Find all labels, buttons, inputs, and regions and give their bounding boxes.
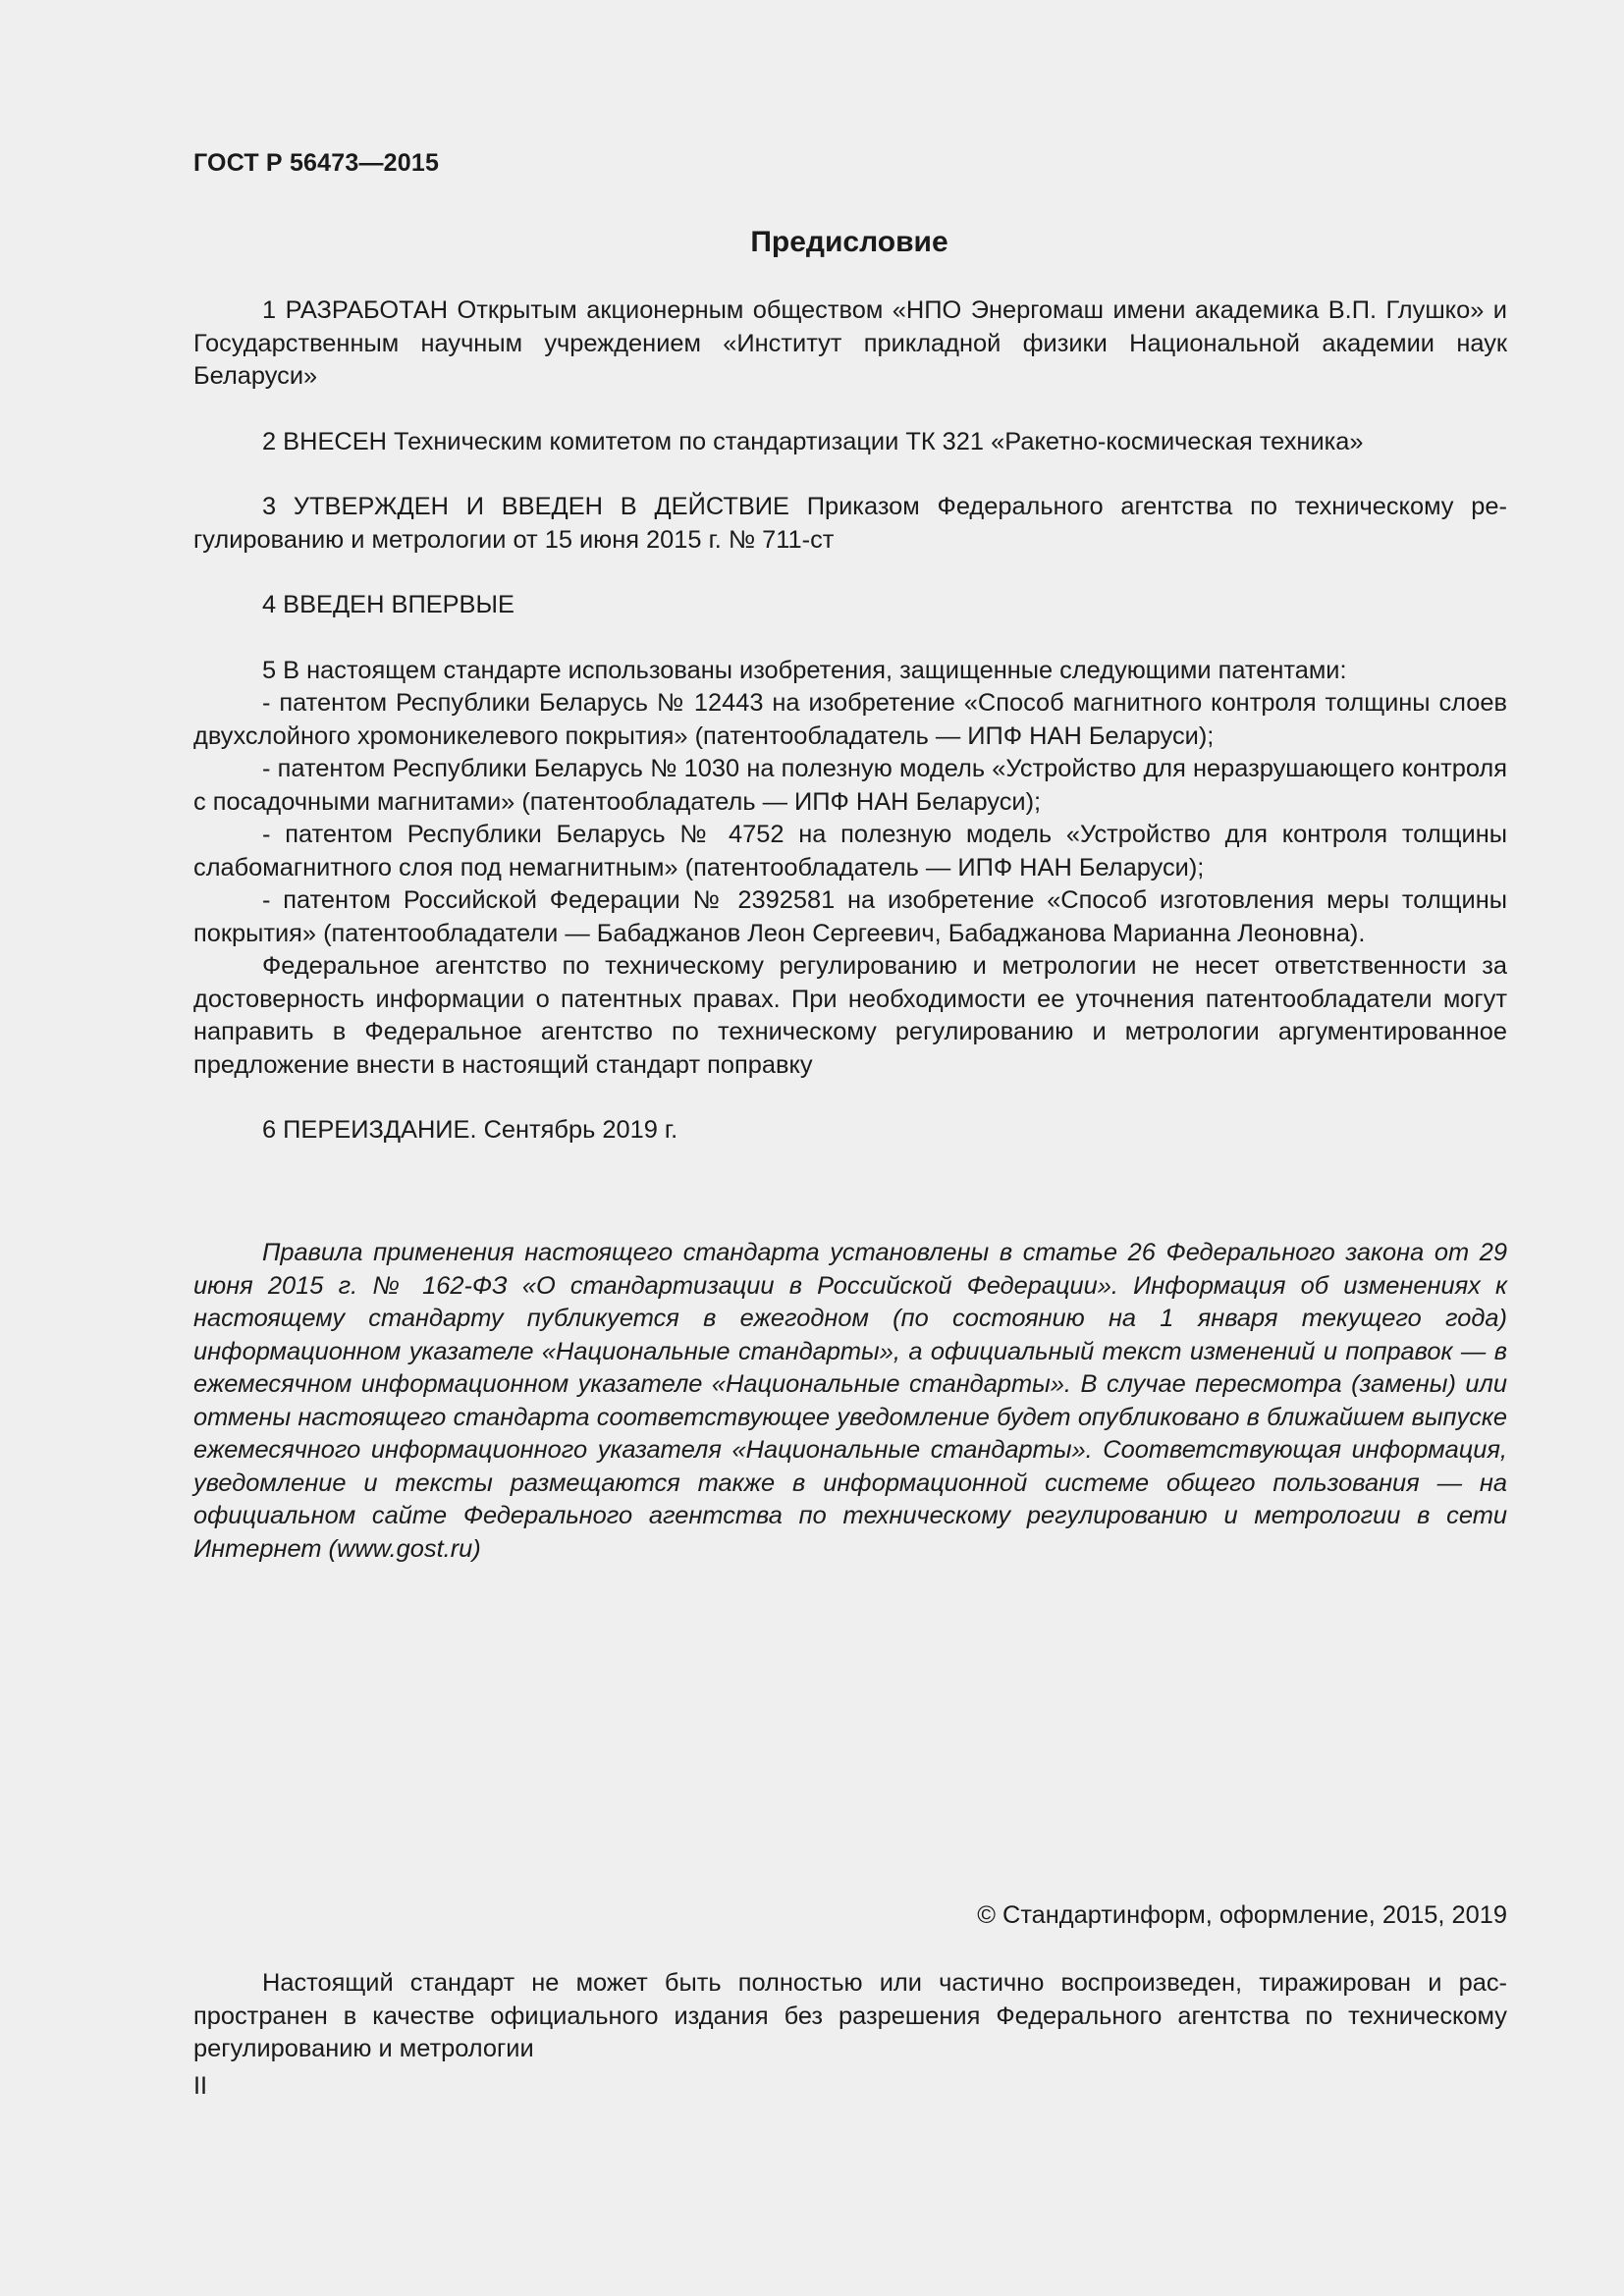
reproduction-notice — [193, 1967, 1507, 2066]
preface-item-3: 3 УТВЕРЖДЕН И ВВЕДЕН В ДЕЙСТВИЕ Приказом Федерального агентства по техническому регулированию и метрологии от 15 июня 2015 г. № 711-ст — [193, 493, 1507, 554]
copyright-line: © Стандартинформ, оформление, 2015, 2019 — [977, 1901, 1507, 1929]
patent-list-item: - патентом Республики Беларусь № 1030 на полезную модель «Устройство для неразрушающего контроля с посадочными магнитами» (патентообладатель — ИПФ НАН Беларуси); — [193, 755, 1507, 816]
preface-body — [193, 294, 1507, 1148]
preface-item-2: 2 ВНЕСЕН Техническим комитетом по стандартизации ТК 321 «Ракетно-космическая техника» — [262, 427, 1364, 455]
page-number: II — [193, 2072, 208, 2100]
patent-list-item: - патентом Российской Федерации № 2392581 на изобретение «Способ изготовления меры толщины покрытия» (патентообладатели — Бабаджанов Леон Сергеевич, Бабаджанова Марианна Леоновна). — [193, 886, 1507, 947]
patent-list-item: - патентом Республики Беларусь № 4752 на полезную модель «Устройство для контроля толщины слабомагнитного слоя под немагнитным» (патентообладатель — ИПФ НАН Беларуси); — [193, 821, 1507, 881]
preface-item-1: 1 РАЗРАБОТАН Открытым акционерным обществом «НПО Энергомаш имени академика В.П. Глушко» и Государственным научным учреждением «Институт прикладной физики Национальной академии наук Беларуси» — [193, 296, 1507, 390]
document-id-header: ГОСТ Р 56473—2015 — [193, 149, 440, 177]
preface-item-4: 4 ВВЕДЕН ВПЕРВЫЕ — [262, 591, 514, 618]
preface-item-6: 6 ПЕРЕИЗДАНИЕ. Сентябрь 2019 г. — [262, 1116, 678, 1144]
preface-item-5-intro: 5 В настоящем стандарте использованы изобретения, защищенные следующими патентами: — [262, 656, 1347, 684]
standard-rules-notice — [193, 1237, 1507, 1566]
reproduction-notice-text: Настоящий стандарт не может быть полностью или частично воспроизведен, тиражирован и распространен в качестве официального издания без разрешения Федерального агентства по техническому регулированию и метрологии — [193, 1969, 1507, 2062]
patent-disclaimer: Федеральное агентство по техническому регулированию и метрологии не несет ответственности за достоверность информации о патентных правах. При необходимости ее уточнения патентообладатели могут направить в Федеральное агентство по техническому регулированию и метрологии аргументированное предложение внести в настоящий стандарт поправку — [193, 952, 1507, 1079]
rules-notice-text: Правила применения настоящего стандарта установлены в статье 26 Федерального закона от 29 июня 2015 г. № 162-ФЗ «О стандартизации в Российской Федерации». Информация об изменениях к настоящему стандарту публикуется в ежегодном (по состоянию на 1 января текущего года) информационном указателе «Национальные стандарты», а официальный текст изменений и поправок — в ежемесячном информационном указателе «Национальные стандарты». В случае пересмотра (замены) или отмены настоящего стандарта соответствующее уведомление будет опубликовано в ближайшем выпуске ежемесячного информационного указателя «Национальные стандарты». Соответствующая информация, уведомление и тексты размещаются также в информационной системе общего пользования — на официальном сайте Федерального агентства по техническому регулированию и метрологии в сети Интернет (www.gost.ru) — [193, 1239, 1507, 1563]
patent-list-item: - патентом Республики Беларусь № 12443 на изобретение «Способ магнитного контроля толщины слоев двухслойного хромоникелевого покрытия» (патентообладатель — ИПФ НАН Беларуси); — [193, 689, 1507, 750]
page-title: Предисловие — [750, 226, 948, 258]
